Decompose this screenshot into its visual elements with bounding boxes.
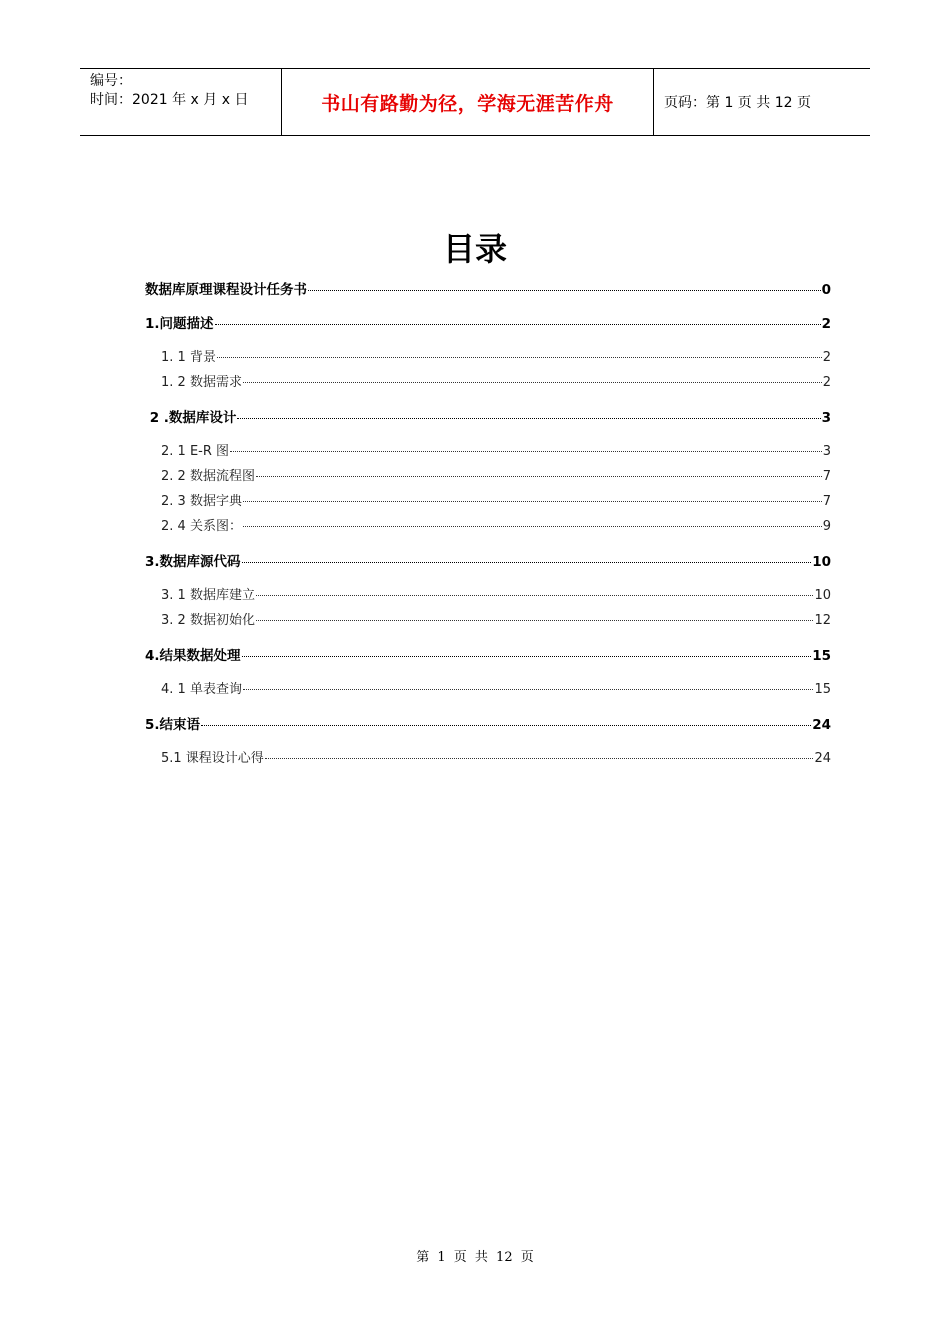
toc-leader [256,595,814,596]
toc-entry-page: 7 [822,494,831,509]
toc-leader [201,725,811,726]
toc-entry-task-book[interactable] [145,278,831,312]
toc-entry-data-flow[interactable] [145,465,831,490]
document-number-label: 编号： [90,73,132,89]
toc-entry-label: 1. 1 背景 [161,350,216,365]
toc-leader [243,501,822,502]
toc-entry-label: 2. 3 数据字典 [161,494,242,509]
toc-leader [243,526,822,527]
header-motto: 书山有路勤为径，学海无涯苦作舟 [321,92,614,115]
toc-entry-page: 2 [822,350,831,365]
toc-leader [215,324,821,325]
toc-entry-page: 10 [812,554,831,570]
toc-entry-data-dictionary[interactable] [145,490,831,515]
toc-leader [265,758,814,759]
toc-entry-label: 5.结束语 [145,717,201,733]
toc-entry-design-experience[interactable] [145,747,831,772]
toc-leader [243,382,822,383]
toc-entry-page: 3 [822,444,831,459]
toc-title: 目录 [442,230,507,268]
toc-leader [242,562,812,563]
toc-entry-label: 2. 1 E-R 图 [161,444,230,459]
toc-entry-data-requirements[interactable] [145,371,831,406]
toc-entry-label: 5.1 课程设计心得 [161,751,264,766]
toc-entry-page: 24 [814,751,831,766]
toc-entry-data-init[interactable] [145,609,831,644]
header-page-cell [654,69,870,135]
toc-entry-page: 7 [822,469,831,484]
toc-entry-page: 15 [812,648,831,664]
toc-entry-page: 2 [821,316,831,332]
toc-leader [217,357,822,358]
toc-entry-label: 2 .数据库设计 [145,410,237,426]
toc-entry-label: 4. 1 单表查询 [161,682,242,697]
page-footer: 第 1 页 共 12 页 [416,1250,534,1265]
toc-entry-relation-diagram[interactable] [145,515,831,550]
toc-entry-page: 15 [814,682,831,697]
toc-entry-database-build[interactable] [145,584,831,609]
toc-entry-er-diagram[interactable] [145,440,831,465]
toc-entry-page: 0 [821,282,831,298]
toc-entry-label: 2. 2 数据流程图 [161,469,255,484]
toc-leader [243,689,814,690]
toc-entry-source-code[interactable] [145,550,831,584]
toc-entry-single-table-query[interactable] [145,678,831,713]
table-of-contents [145,278,831,772]
toc-entry-page: 24 [812,717,831,733]
toc-entry-database-design[interactable] [145,406,831,440]
header-page-info: 页码：第 1 页 共 12 页 [664,95,811,111]
toc-entry-page: 12 [814,613,831,628]
toc-leader [230,451,822,452]
header-info-cell [80,69,281,135]
toc-entry-conclusion[interactable] [145,713,831,747]
toc-entry-page: 2 [822,375,831,390]
toc-entry-problem[interactable] [145,312,831,346]
toc-entry-label: 1. 2 数据需求 [161,375,242,390]
toc-entry-label: 3. 1 数据库建立 [161,588,255,603]
toc-entry-label: 4.结果数据处理 [145,648,241,664]
toc-leader [256,476,822,477]
toc-entry-page: 3 [821,410,831,426]
toc-entry-label: 1.问题描述 [145,316,214,332]
toc-entry-page: 9 [822,519,831,534]
toc-leader [308,290,821,291]
header-motto-cell [281,69,654,135]
toc-entry-label: 2. 4 关系图： [161,519,242,534]
toc-entry-label: 3.数据库源代码 [145,554,241,570]
page-header [80,68,870,136]
toc-entry-page: 10 [814,588,831,603]
toc-leader [256,620,814,621]
toc-leader [242,656,812,657]
toc-entry-background[interactable] [145,346,831,371]
document-time-label: 时间：2021 年 x 月 x 日 [90,92,249,108]
toc-entry-label: 3. 2 数据初始化 [161,613,255,628]
toc-leader [237,418,820,419]
toc-entry-label: 数据库原理课程设计任务书 [145,282,307,298]
toc-entry-result-processing[interactable] [145,644,831,678]
